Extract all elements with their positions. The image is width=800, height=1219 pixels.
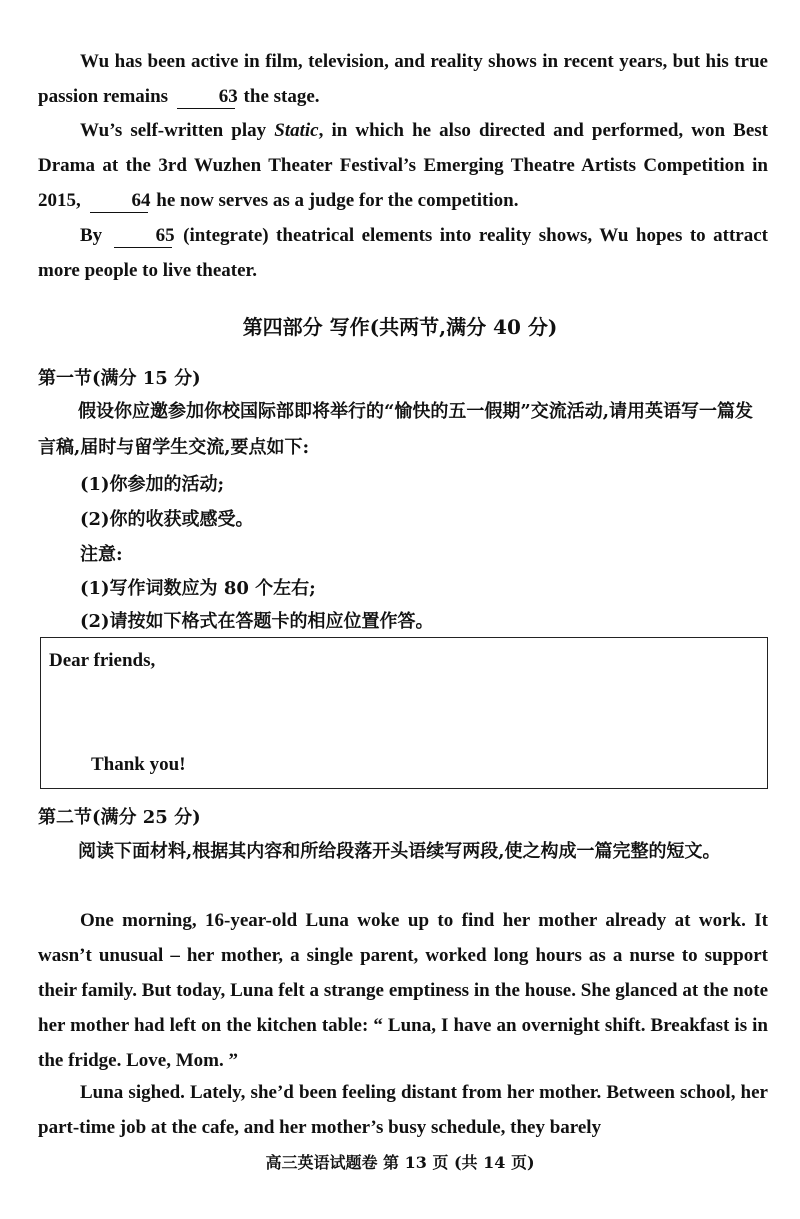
section1-point-1: (1)你参加的活动;: [80, 474, 225, 495]
play-title: Static: [274, 120, 319, 141]
story-paragraph-1: One morning, 16-year-old Luna woke up to find her mother already at work. It wasn’t unusual – her mother, a single parent, worked long hours as a nurse to support their family. But today, Luna felt a strange emptiness in the house. She glanced at the note her mother had left on the kitchen table: “ Luna, I have an overnight shift. Breakfast is in the fridge. Love, Mom. ”: [38, 910, 768, 1071]
part4-title: 第四部分 写作(共两节,满分 40 分): [242, 315, 558, 339]
p2-text-before: Wu’s self-written play: [80, 120, 267, 141]
blank-65: 65: [114, 225, 172, 248]
p1-text-after: the stage.: [243, 86, 320, 107]
page-footer: 高三英语试题卷 第 13 页 (共 14 页): [265, 1153, 535, 1172]
writing-format-box: [40, 637, 768, 789]
p3-text-before: By: [80, 225, 103, 246]
p3-text-after: (integrate) theatrical elements into reality shows, Wu hopes to attract more people to live theater.: [38, 225, 768, 281]
section1-prompt: 假设你应邀参加你校国际部即将举行的“愉快的五一假期”交流活动,请用英语写一篇发言稿,届时与留学生交流,要点如下:: [38, 401, 753, 458]
passage-paragraph-1: [38, 44, 768, 114]
section1-heading: 第一节(满分 15 分): [38, 368, 201, 389]
blank-63: 63: [177, 86, 235, 109]
passage-paragraph-2: [38, 113, 768, 218]
p2-text-after: he now serves as a judge for the competition.: [156, 190, 519, 211]
story-paragraph-2: Luna sighed. Lately, she’d been feeling distant from her mother. Between school, her part-time job at the cafe, and her mother’s busy schedule, they barely: [38, 1082, 768, 1138]
section1-note-1: (1)写作词数应为 80 个左右;: [80, 578, 316, 599]
passage-paragraph-3: [38, 218, 768, 288]
section2-heading: 第二节(满分 25 分): [38, 807, 201, 828]
blank-64: 64: [90, 190, 148, 213]
p1-text-before: Wu has been active in film, television, and reality shows in recent years, but his true passion remains: [38, 51, 768, 107]
section2-prompt: 阅读下面材料,根据其内容和所给段落开头语续写两段,使之构成一篇完整的短文。: [78, 841, 721, 862]
box-closing: Thank you!: [91, 754, 186, 775]
section1-note-2: (2)请按如下格式在答题卡的相应位置作答。: [80, 611, 434, 632]
p2-text-middle: , in which he also directed and performed, won Best Drama at the 3rd Wuzhen Theater Festival’s Emerging Theatre Artists Competition in 2015,: [38, 120, 769, 211]
section1-note-label: 注意:: [80, 544, 123, 565]
box-greeting: Dear friends,: [49, 650, 156, 671]
section1-point-2: (2)你的收获或感受。: [80, 509, 254, 530]
